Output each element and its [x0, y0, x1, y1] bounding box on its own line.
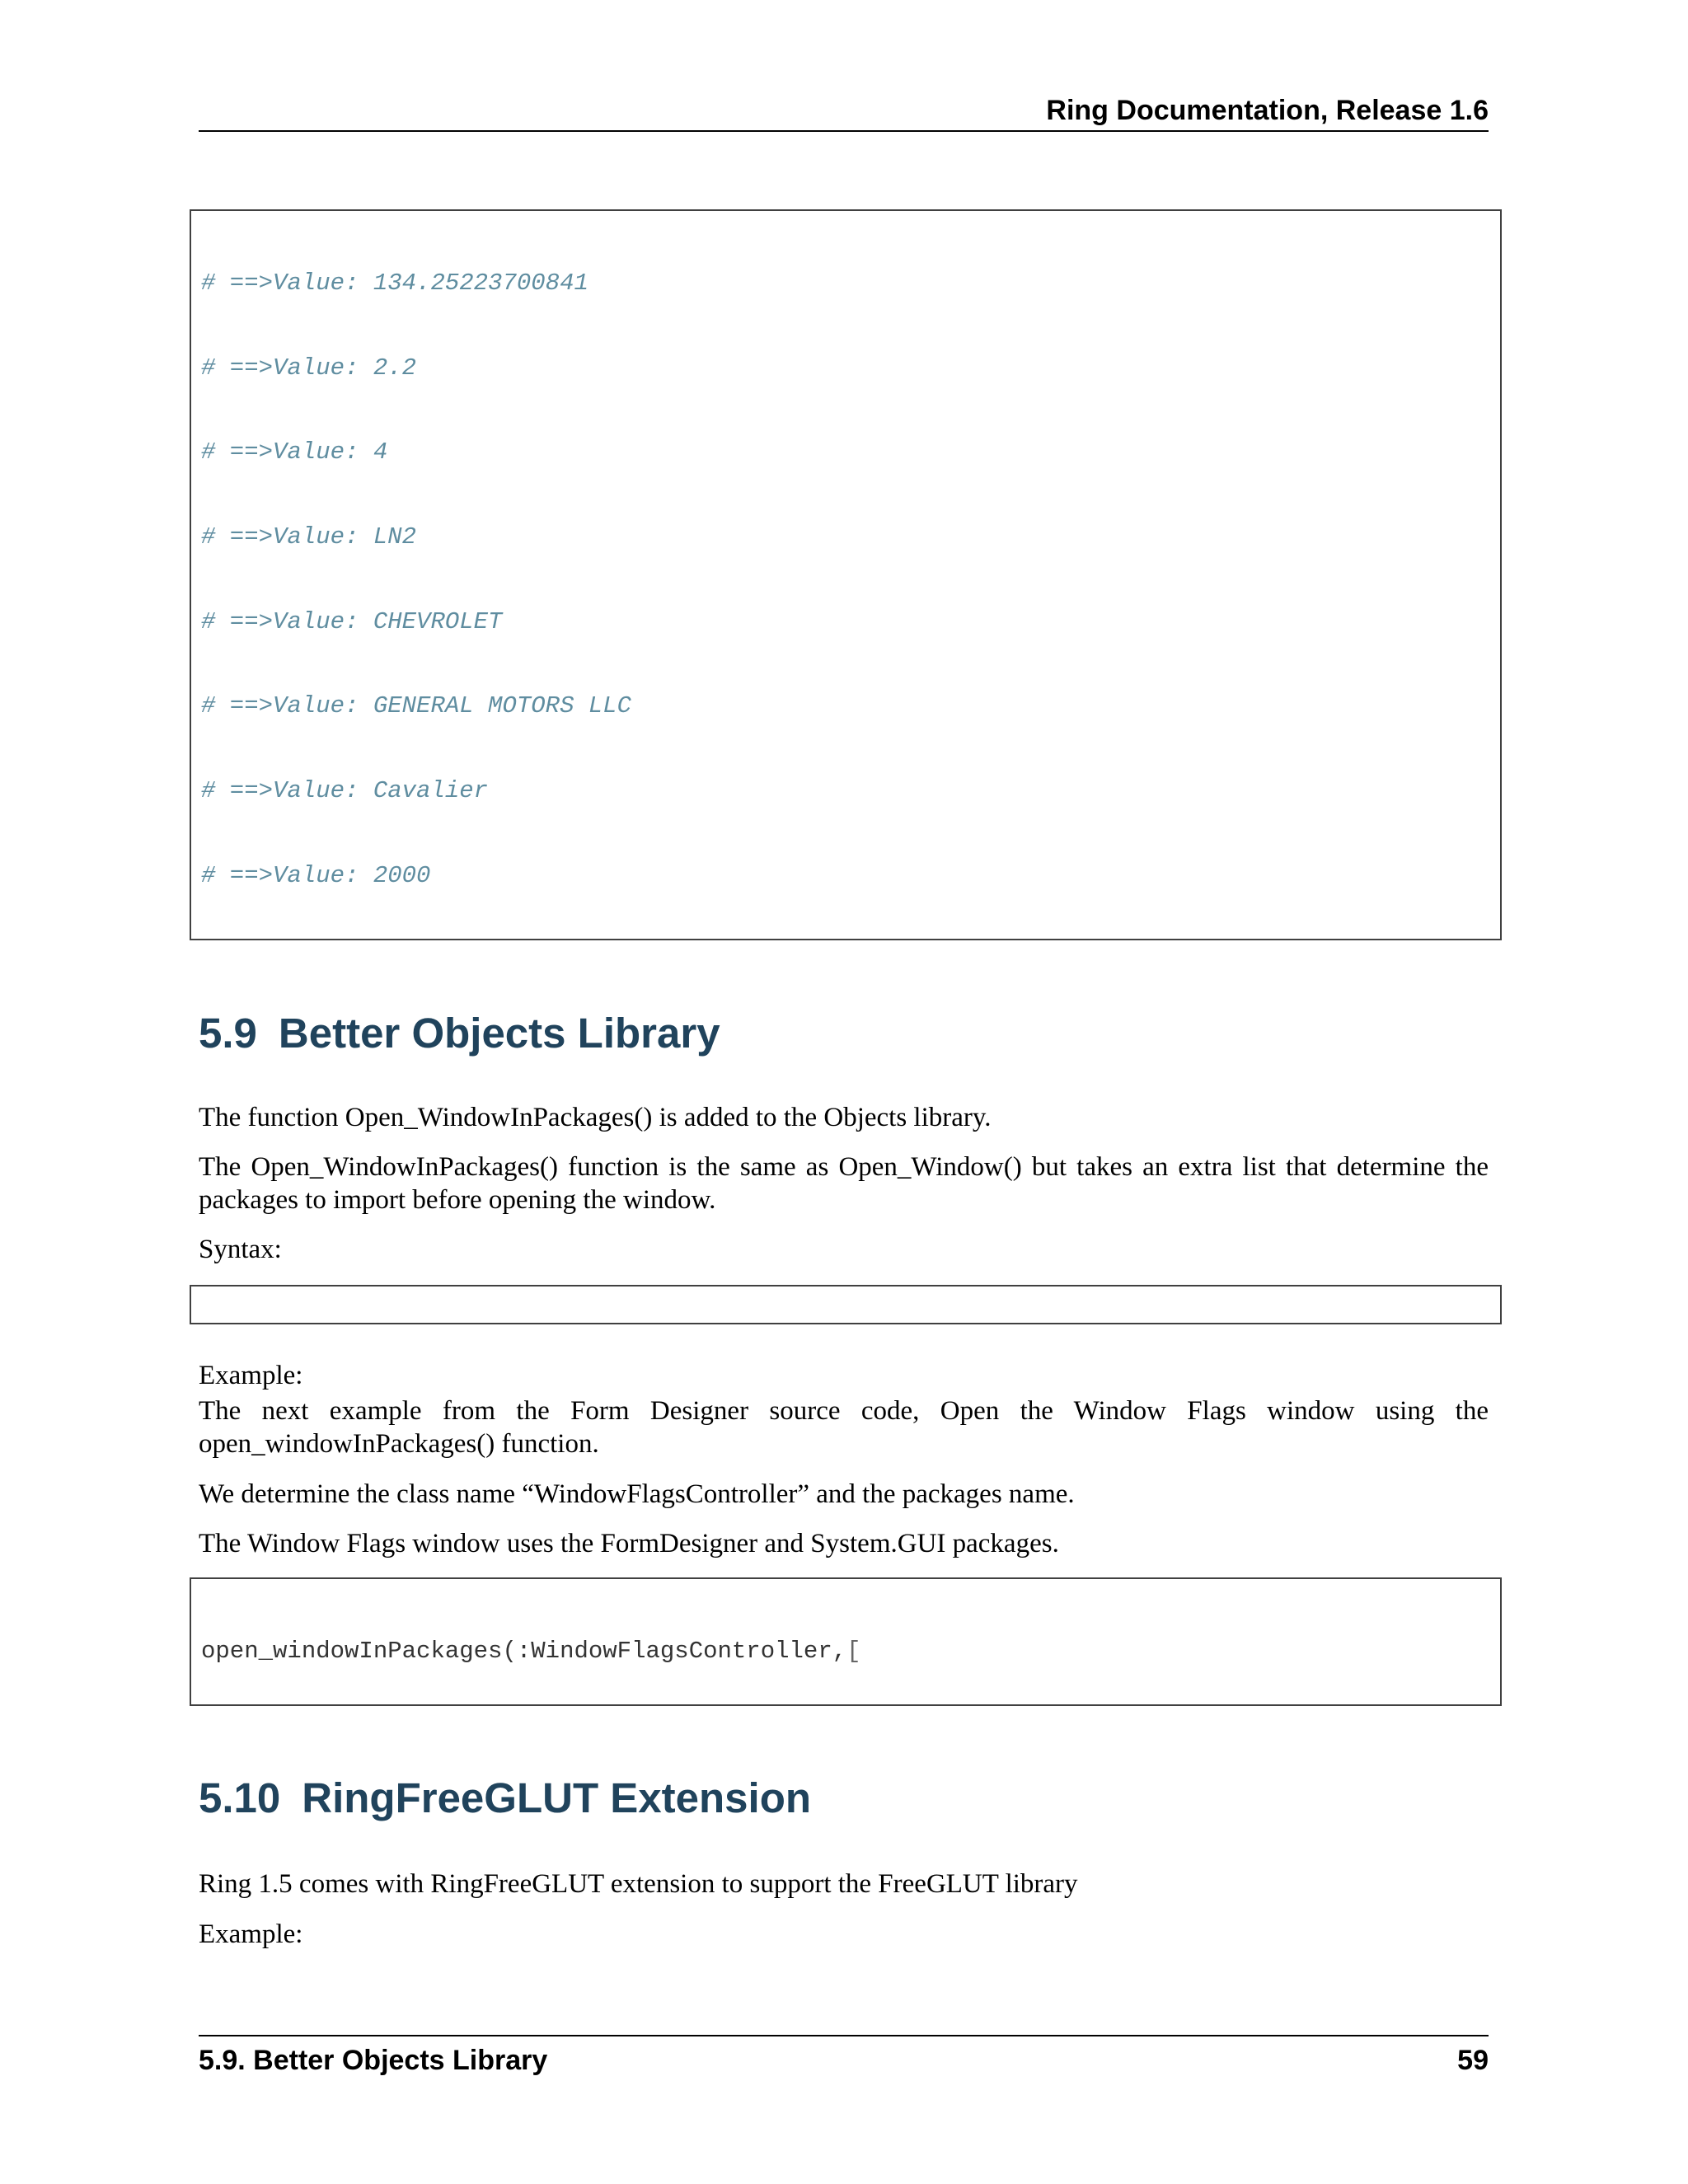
output-code-block [190, 209, 1502, 940]
paragraph [199, 1394, 1489, 1460]
paragraph: The Open_WindowInPackages() function is the same as Open_Window() but takes an extra list that determine the packages to import before opening the window. [199, 1152, 1489, 1215]
paragraph: The function Open_WindowInPackages() is added to the Objects library. [199, 1103, 992, 1132]
header-divider [199, 130, 1489, 132]
code-line: # ==>Value: 2000 [201, 861, 431, 889]
code-line: # ==>Value: 4 [201, 438, 388, 466]
page-number: 59 [1457, 2045, 1489, 2076]
running-header: Ring Documentation, Release 1.6 [1046, 95, 1489, 126]
footer-divider [199, 2035, 1489, 2036]
code-line: # ==>Value: 2.2 [201, 354, 417, 382]
code-token: [ [846, 1638, 861, 1665]
section-title-text: Better Objects Library [278, 1010, 720, 1057]
section-number: 5.9 [199, 1010, 257, 1057]
section-heading-5-9 [199, 1009, 720, 1058]
code-token: open_windowInPackages(:WindowFlagsController, [201, 1638, 847, 1665]
code-line: # ==>Value: 134.25223700841 [201, 269, 588, 297]
code-line: # ==>Value: GENERAL MOTORS LLC [201, 692, 632, 720]
example-label: Example: [199, 1361, 303, 1390]
section-number: 5.10 [199, 1774, 281, 1821]
syntax-code-block [190, 1285, 1502, 1324]
section-heading-5-10 [199, 1774, 811, 1823]
paragraph: We determine the class name “WindowFlagsController” and the packages name. [199, 1479, 1075, 1509]
paragraph-line: open_windowInPackages() function. [199, 1429, 599, 1459]
example-code-block [190, 1577, 1502, 1706]
example-label: Example: [199, 1919, 303, 1949]
code-line: # ==>Value: Cavalier [201, 777, 489, 805]
code-line: # ==>Value: LN2 [201, 523, 417, 551]
code-line [201, 1637, 1500, 1667]
section-title-text: RingFreeGLUT Extension [302, 1774, 811, 1821]
paragraph-line: The next example from the Form Designer source code, Open the Window Flags window using the [199, 1396, 1489, 1426]
footer-section-title: 5.9. Better Objects Library [199, 2045, 548, 2076]
syntax-label: Syntax: [199, 1235, 282, 1264]
paragraph: The Window Flags window uses the FormDesigner and System.GUI packages. [199, 1529, 1059, 1558]
code-line: # ==>Value: CHEVROLET [201, 607, 503, 635]
paragraph: Ring 1.5 comes with RingFreeGLUT extension to support the FreeGLUT library [199, 1869, 1078, 1899]
